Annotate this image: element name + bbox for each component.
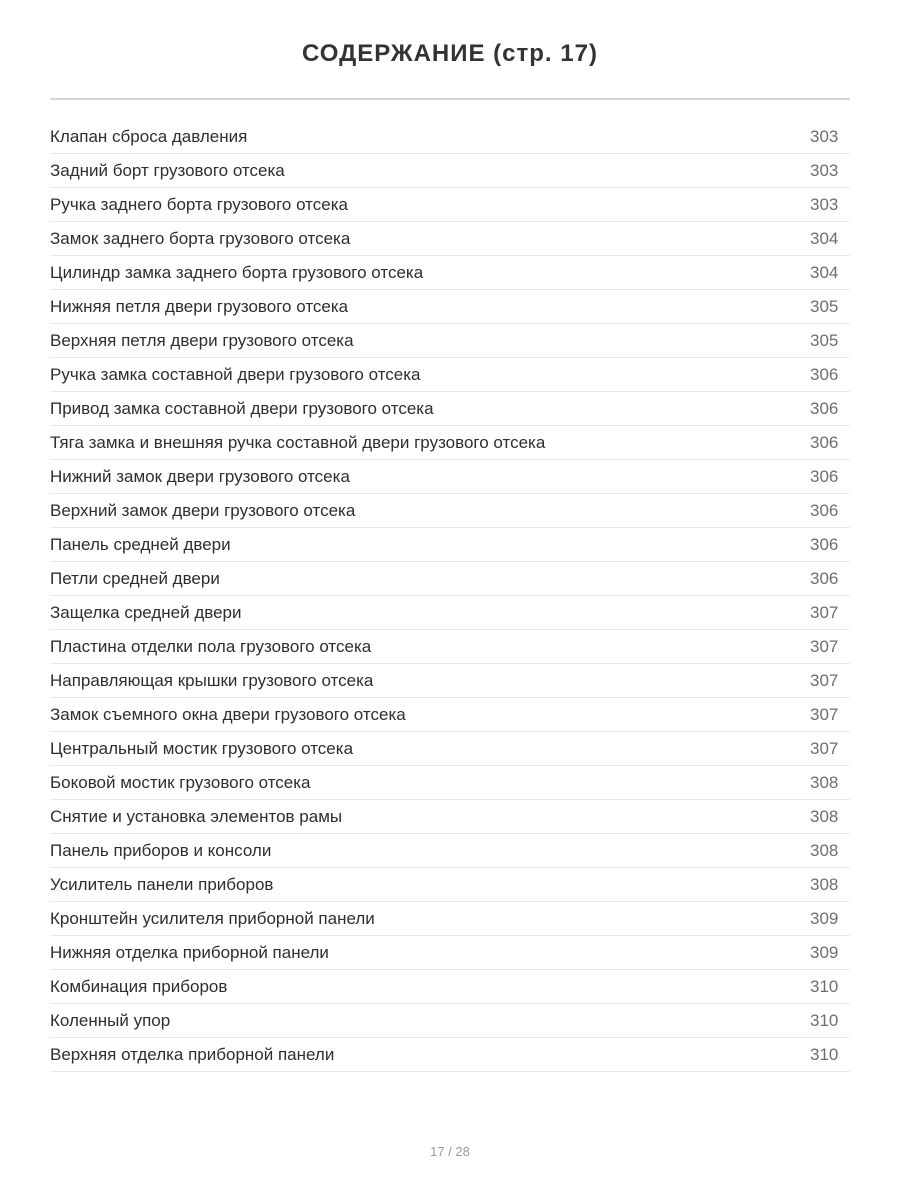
toc-entry-title[interactable]: Защелка средней двери (50, 603, 242, 622)
toc-entry-title[interactable]: Панель средней двери (50, 535, 231, 554)
toc-entry[interactable] (50, 358, 850, 392)
toc-entry-page-number[interactable]: 310 (810, 1045, 839, 1064)
toc-entry-title[interactable]: Усилитель панели приборов (50, 875, 274, 894)
toc-entry[interactable] (50, 290, 850, 324)
toc-entry[interactable] (50, 868, 850, 902)
title-divider (50, 98, 850, 100)
toc-entry-title[interactable]: Привод замка составной двери грузового отсека (50, 399, 434, 418)
toc-entry-title[interactable]: Ручка замка составной двери грузового отсека (50, 365, 421, 384)
toc-entry-page-number[interactable]: 307 (810, 739, 839, 758)
toc-entry-title[interactable]: Нижняя петля двери грузового отсека (50, 297, 349, 316)
toc-entry-title[interactable]: Нижний замок двери грузового отсека (50, 467, 350, 486)
page-counter: 17 / 28 (430, 1144, 470, 1159)
toc-entry-title[interactable]: Комбинация приборов (50, 977, 228, 996)
toc-entry-page-number[interactable]: 307 (810, 637, 839, 656)
toc-entry-page-number[interactable]: 308 (810, 841, 839, 860)
toc-entry-page-number[interactable]: 306 (810, 365, 839, 384)
toc-entry-page-number[interactable]: 307 (810, 705, 839, 724)
page-title: СОДЕРЖАНИЕ (стр. 17) (302, 40, 598, 67)
toc-entry[interactable] (50, 154, 850, 188)
toc-entry-page-number[interactable]: 307 (810, 603, 839, 622)
toc-entry-page-number[interactable]: 306 (810, 467, 839, 486)
toc-entry-title[interactable]: Направляющая крышки грузового отсека (50, 671, 374, 690)
toc-entry-title[interactable]: Верхняя петля двери грузового отсека (50, 331, 354, 350)
toc-entry-page-number[interactable]: 303 (810, 195, 839, 214)
toc-entry[interactable] (50, 698, 850, 732)
toc-entry[interactable] (50, 256, 850, 290)
toc-entry[interactable] (50, 1038, 850, 1072)
toc-entry[interactable] (50, 426, 850, 460)
toc-entry-title[interactable]: Коленный упор (50, 1011, 171, 1030)
toc-entry-title[interactable]: Петли средней двери (50, 569, 220, 588)
toc-entry-title[interactable]: Боковой мостик грузового отсека (50, 773, 311, 792)
toc-entry[interactable] (50, 188, 850, 222)
toc-entry[interactable] (50, 1004, 850, 1038)
toc-entry-page-number[interactable]: 304 (810, 229, 839, 248)
toc-entry-title[interactable]: Нижняя отделка приборной панели (50, 943, 329, 962)
toc-entry-title[interactable]: Ручка заднего борта грузового отсека (50, 195, 348, 214)
toc-entry-page-number[interactable]: 310 (810, 977, 839, 996)
toc-entry-page-number[interactable]: 303 (810, 161, 839, 180)
toc-entry-page-number[interactable]: 309 (810, 909, 839, 928)
toc-entry-page-number[interactable]: 306 (810, 535, 839, 554)
toc-entry[interactable] (50, 630, 850, 664)
toc-entry-title[interactable]: Пластина отделки пола грузового отсека (50, 637, 372, 656)
toc-entry-page-number[interactable]: 306 (810, 433, 839, 452)
toc-entry[interactable] (50, 392, 850, 426)
toc-entry-page-number[interactable]: 310 (810, 1011, 839, 1030)
toc-entry[interactable] (50, 800, 850, 834)
toc-entry-title[interactable]: Задний борт грузового отсека (50, 161, 285, 180)
toc-entry-page-number[interactable]: 308 (810, 875, 839, 894)
toc-entry-page-number[interactable]: 306 (810, 501, 839, 520)
toc-entry[interactable] (50, 902, 850, 936)
toc-entry-title[interactable]: Панель приборов и консоли (50, 841, 272, 860)
toc-entry-page-number[interactable]: 307 (810, 671, 839, 690)
toc-entry-page-number[interactable]: 309 (810, 943, 839, 962)
toc-entry-page-number[interactable]: 306 (810, 399, 839, 418)
toc-entry-title[interactable]: Верхний замок двери грузового отсека (50, 501, 356, 520)
toc-entry-page-number[interactable]: 304 (810, 263, 839, 282)
toc-entry-title[interactable]: Цилиндр замка заднего борта грузового отсека (50, 263, 424, 282)
toc-entry-title[interactable]: Клапан сброса давления (50, 127, 248, 146)
toc-entry-title[interactable]: Кронштейн усилителя приборной панели (50, 909, 375, 928)
toc-entry[interactable] (50, 664, 850, 698)
toc-entry-title[interactable]: Тяга замка и внешняя ручка составной двери грузового отсека (50, 433, 546, 452)
toc-entry-page-number[interactable]: 303 (810, 127, 839, 146)
toc-entry[interactable] (50, 120, 850, 154)
toc-entry[interactable] (50, 936, 850, 970)
toc-entry[interactable] (50, 494, 850, 528)
toc-entry[interactable] (50, 834, 850, 868)
toc-entry[interactable] (50, 460, 850, 494)
toc-entry-page-number[interactable]: 308 (810, 773, 839, 792)
toc-entry-page-number[interactable]: 305 (810, 297, 839, 316)
toc-entry-title[interactable]: Центральный мостик грузового отсека (50, 739, 354, 758)
toc-list (50, 120, 850, 1072)
toc-entry[interactable] (50, 732, 850, 766)
toc-entry[interactable] (50, 596, 850, 630)
toc-entry-title[interactable]: Замок съемного окна двери грузового отсека (50, 705, 406, 724)
toc-entry-page-number[interactable]: 305 (810, 331, 839, 350)
toc-entry[interactable] (50, 528, 850, 562)
toc-entry-page-number[interactable]: 308 (810, 807, 839, 826)
toc-entry[interactable] (50, 766, 850, 800)
toc-entry[interactable] (50, 222, 850, 256)
toc-entry[interactable] (50, 562, 850, 596)
toc-entry-page-number[interactable]: 306 (810, 569, 839, 588)
toc-entry[interactable] (50, 324, 850, 358)
toc-entry-title[interactable]: Верхняя отделка приборной панели (50, 1045, 335, 1064)
toc-entry-title[interactable]: Замок заднего борта грузового отсека (50, 229, 351, 248)
toc-entry[interactable] (50, 970, 850, 1004)
toc-entry-title[interactable]: Снятие и установка элементов рамы (50, 807, 343, 826)
